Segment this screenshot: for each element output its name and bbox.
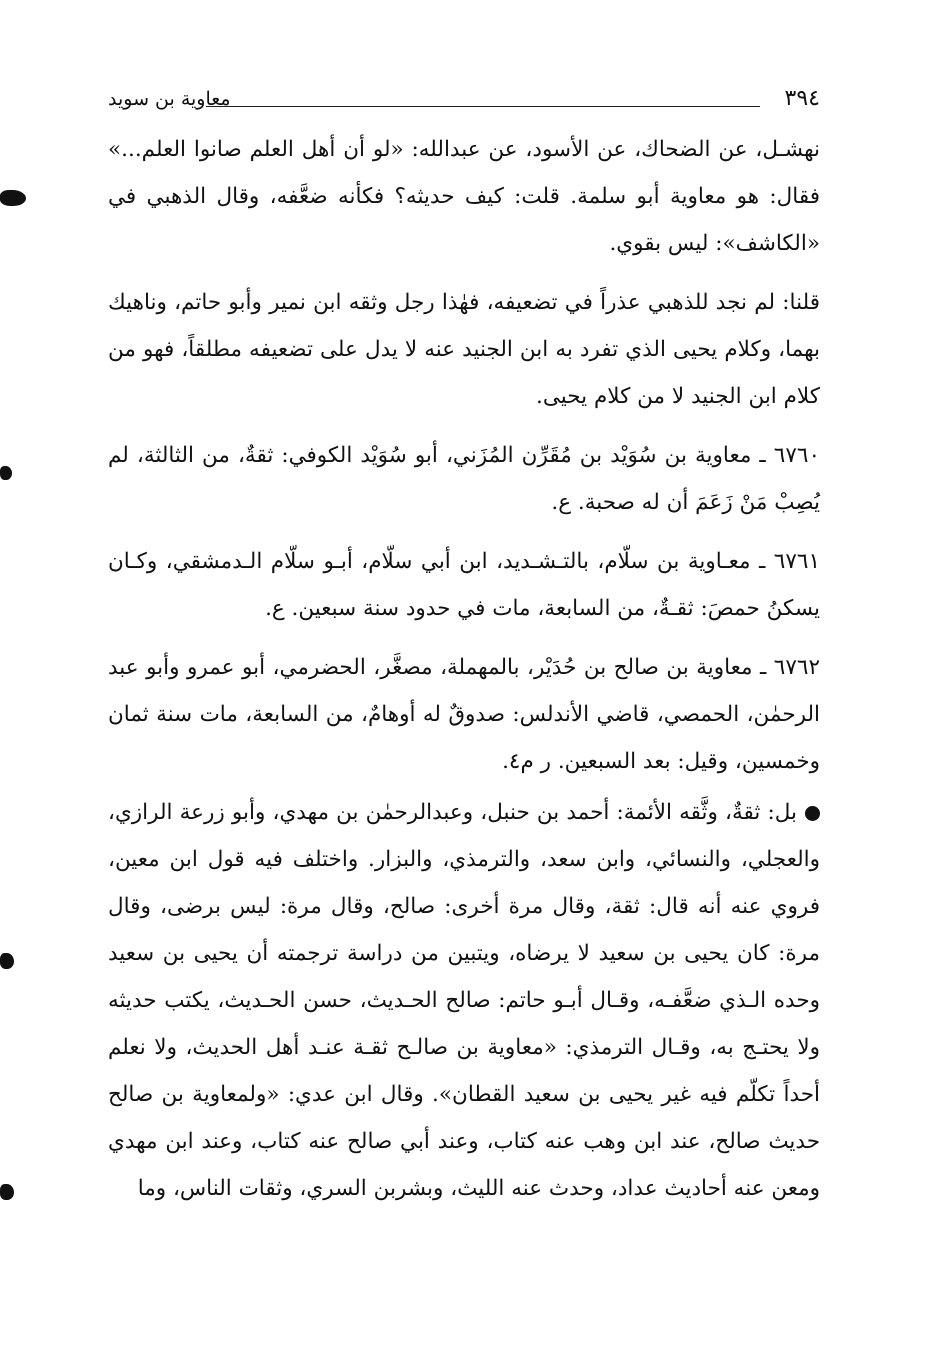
scan-mark (0, 190, 26, 206)
commentary-text: بل: ثقةٌ، وثَّقه الأئمة: أحمد بن حنبل، وعبدالرحمٰن بن مهدي، وأبو زرعة الرازي، والعجلي، والنسائي، وابن سعد، والترمذي، والبزار. واختلف فيه قول ابن معين، فروي عنه أنه قال: ثقة، وقال مرة أخرى: صالح، وقال مرة: ليس برضى، وقال مرة: كان يحيى بن سعيد لا يرضاه، ويتبين من دراسة ترجمته أن يحيى بن سعيد وحده الـذي ضعَّفـه، وقـال أبـو حاتم: صالح الحـديث، حسن الحـديث، يكتب حديثه ولا يحتـج به، وقـال الترمذي: «معاوية بن صالـح ثقـة عنـد أهل الحديث، ولا نعلم أحداً تكلّم فيه غير يحيى بن سعيد القطان». وقال ابن عدي: «ولمعاوية بن صالح حديث صالح، عند ابن وهب عنه كتاب، وعند أبي صالح عنه كتاب، وعند ابن مهدي ومعن عنه أحاديث عداد، وحدث عنه الليث، وبشربن السري، وثقات الناس، وما (108, 800, 820, 1201)
entry-6762: ٦٧٦٢ ـ معاوية بن صالح بن حُدَيْر، بالمهملة، مصغَّر، الحضرمي، أبو عمرو وأبو عبد الرحمٰن، الحمصي، قاضي الأندلس: صدوقٌ له أوهامٌ، من السابعة، مات سنة ثمان وخمسين، وقيل: بعد السبعين. ر م٤. (108, 655, 820, 774)
scan-mark (0, 1184, 14, 1200)
header-rule (206, 106, 760, 107)
page-header (108, 86, 820, 120)
entry-6761: ٦٧٦١ ـ معـاوية بن سلّام، بالتـشـديد، ابن أبي سلّام، أبـو سلّام الـدمشقي، وكـان يسكنُ حمصَ: ثقـةٌ، من السابعة، مات في حدود سنة سبعين. ع. (108, 549, 820, 621)
paragraph-commentary (108, 789, 820, 1212)
bullet-icon (805, 806, 820, 821)
scan-mark (0, 466, 12, 480)
paragraph-editor-note: قلنا: لم نجد للذهبي عذراً في تضعيفه، فهٰذا رجل وثقه ابن نمير وأبو حاتم، وناهيك بهما، وكلام يحيى الذي تفرد به ابن الجنيد عنه لا يدل على تضعيفه مطلقاً، فهو من كلام ابن الجنيد لا من كلام يحيى. (108, 290, 820, 409)
paragraph-continuation: نهشـل، عن الضحاك، عن الأسود، عن عبدالله: «لو أن أهل العلم صانوا العلم...» فقال: هو معاوية أبو سلمة. قلت: كيف حديثه؟ فكأنه ضعَّفه، وقال الذهبي في «الكاشف»: ليس بقوي. (108, 137, 820, 256)
scan-mark (0, 953, 14, 969)
running-head: معاوية بن سويد (108, 88, 231, 110)
main-text (108, 126, 820, 1212)
entry-6760: ٦٧٦٠ ـ معاوية بن سُوَيْد بن مُقَرِّن المُزَني، أبو سُوَيْد الكوفي: ثقةٌ، من الثالثة، لم يُصِبْ مَنْ زَعَمَ أن له صحبة. ع. (108, 443, 820, 515)
page-number: ٣٩٤ (784, 86, 820, 111)
